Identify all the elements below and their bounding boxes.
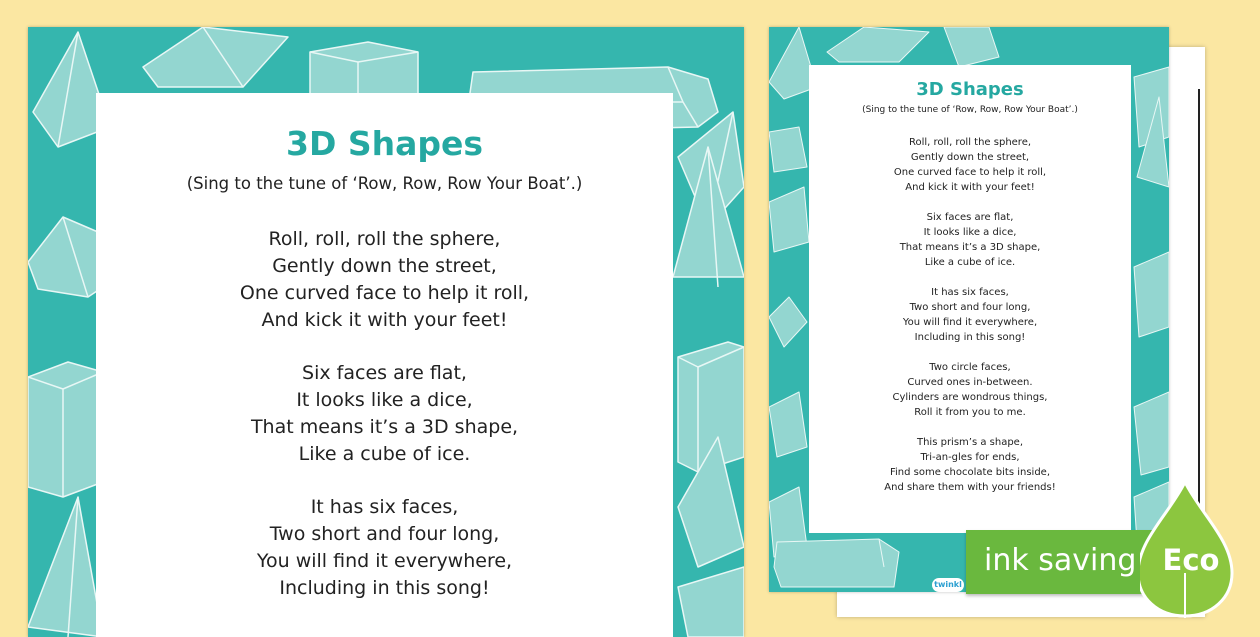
verse-line: That means it’s a 3D shape,: [899, 242, 1041, 253]
verse-line: Two short and four long,: [909, 302, 1031, 313]
verse-line: And share them with your friends!: [884, 482, 1056, 493]
preview-verse-5: [809, 435, 1131, 495]
verse-line: Two circle faces,: [929, 362, 1011, 373]
verse-line: You will find it everywhere,: [256, 550, 513, 572]
twinkl-logo: twinkl: [932, 578, 964, 592]
verse-line: You will find it everywhere,: [902, 317, 1038, 328]
verse-line: Six faces are flat,: [302, 362, 467, 384]
poem-subtitle: (Sing to the tune of ‘Row, Row, Row Your Boat’.): [186, 174, 583, 193]
verse-line: Cylinders are wondrous things,: [892, 392, 1048, 403]
verse-1: [96, 226, 673, 334]
verse-line: Including in this song!: [914, 332, 1026, 343]
verse-line: Tri-an-gles for ends,: [920, 452, 1020, 463]
verse-line: Find some chocolate bits inside,: [889, 467, 1050, 478]
preview-verse-4: [809, 360, 1131, 420]
poem-verses: [96, 226, 673, 602]
poem-card: [96, 93, 673, 637]
verse-line: Roll, roll, roll the sphere,: [908, 137, 1032, 148]
verse-line: And kick it with your feet!: [261, 309, 508, 331]
verse-line: Gently down the street,: [910, 152, 1030, 163]
verse-line: It has six faces,: [931, 287, 1009, 298]
preview-poem-card: [809, 65, 1131, 533]
preview-verses: [809, 135, 1131, 495]
verse-line: Like a cube of ice.: [924, 257, 1016, 268]
preview-subtitle: (Sing to the tune of ‘Row, Row, Row Your Boat’.): [862, 105, 1078, 115]
poem-title: 3D Shapes: [285, 124, 484, 163]
verse-line: One curved face to help it roll,: [893, 167, 1047, 178]
verse-line: Curved ones in-between.: [907, 377, 1033, 388]
preview-verse-1: [809, 135, 1131, 195]
verse-line: It looks like a dice,: [923, 227, 1017, 238]
verse-line: Roll, roll, roll the sphere,: [268, 228, 501, 250]
verse-line: This prism’s a shape,: [916, 437, 1024, 448]
preview-verse-3: [809, 285, 1131, 345]
verse-2: [96, 360, 673, 468]
preview-verse-2: [809, 210, 1131, 270]
eco-label: Eco: [1162, 543, 1220, 577]
verse-3: [96, 494, 673, 602]
verse-line: That means it’s a 3D shape,: [250, 416, 519, 438]
preview-title: 3D Shapes: [916, 79, 1024, 100]
verse-line: Six faces are flat,: [926, 212, 1014, 223]
verse-line: Gently down the street,: [272, 255, 497, 277]
verse-line: It looks like a dice,: [296, 389, 473, 411]
verse-line: And kick it with your feet!: [905, 182, 1035, 193]
ink-saving-label: ink saving: [984, 543, 1137, 578]
verse-line: It has six faces,: [310, 496, 459, 518]
poster-sheet: [28, 27, 744, 637]
verse-line: Including in this song!: [279, 577, 490, 599]
preview-sheet: [769, 27, 1169, 592]
verse-line: Like a cube of ice.: [298, 443, 471, 465]
verse-line: One curved face to help it roll,: [239, 282, 530, 304]
verse-line: Two short and four long,: [269, 523, 500, 545]
verse-line: Roll it from you to me.: [914, 407, 1026, 418]
